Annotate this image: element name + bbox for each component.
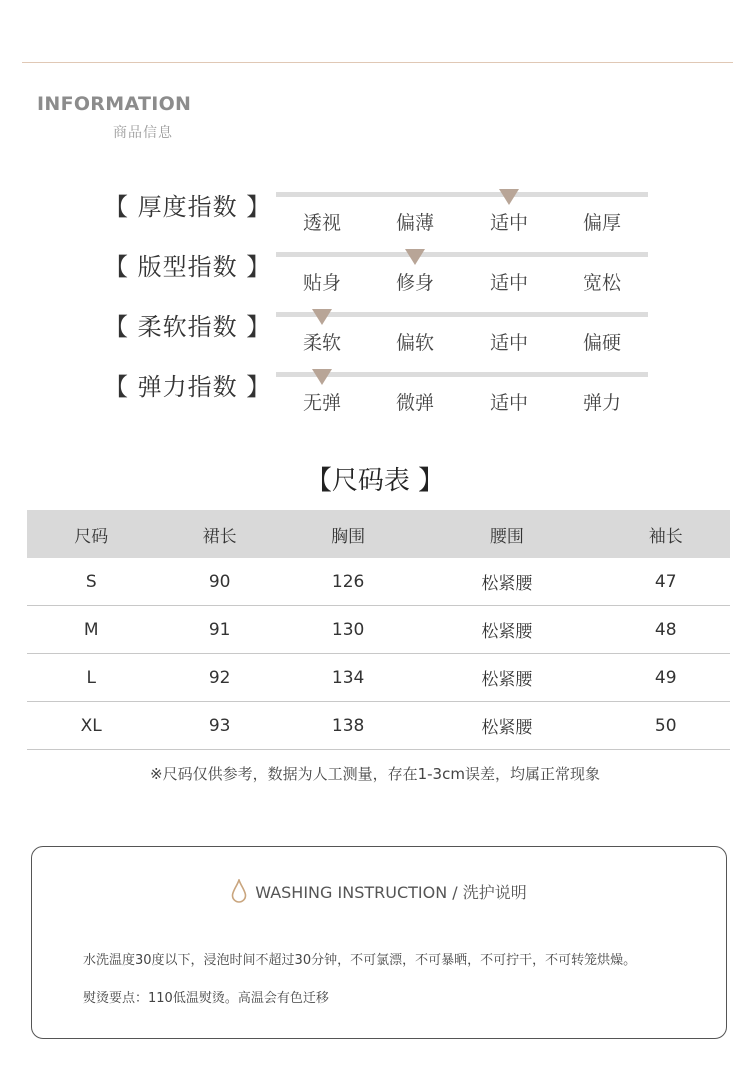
table-cell: 92: [155, 654, 283, 702]
table-header-cell: 腰围: [412, 510, 601, 558]
index-option: 透视: [302, 212, 341, 234]
washing-heading-text: WASHING INSTRUCTION / 洗护说明: [255, 883, 527, 902]
index-option: 宽松: [582, 272, 621, 294]
table-cell: 松紧腰: [412, 654, 601, 702]
index-title: 【 版型指数 】: [104, 253, 272, 281]
index-row: [0, 372, 750, 432]
index-title: 【 柔软指数 】: [104, 313, 272, 341]
index-option: 适中: [489, 392, 528, 414]
index-track: [276, 252, 648, 257]
index-option: 柔软: [302, 332, 341, 354]
index-title: 【 弹力指数 】: [104, 373, 272, 401]
table-cell: M: [27, 606, 155, 654]
index-option: 弹力: [582, 392, 621, 414]
washing-heading: [32, 879, 726, 907]
table-cell: 49: [601, 654, 730, 702]
table-header-cell: 裙长: [155, 510, 283, 558]
table-cell: L: [27, 654, 155, 702]
washing-instruction-1: 水洗温度30度以下，浸泡时间不超过30分钟，不可氯漂，不可暴晒，不可拧干，不可转笼烘燥。: [83, 953, 637, 968]
table-header-cell: 袖长: [601, 510, 730, 558]
index-track: [276, 192, 648, 197]
index-row: [0, 192, 750, 252]
index-option: 偏软: [395, 332, 434, 354]
table-row: [27, 702, 730, 750]
table-cell: 138: [284, 702, 412, 750]
table-cell: 93: [155, 702, 283, 750]
water-drop-icon: [231, 879, 247, 907]
index-option: 适中: [489, 272, 528, 294]
table-cell: 130: [284, 606, 412, 654]
table-row: [27, 606, 730, 654]
table-header-cell: 胸围: [284, 510, 412, 558]
section-title-cn: 商品信息: [113, 125, 173, 141]
table-header-cell: 尺码: [27, 510, 155, 558]
size-table: [27, 510, 730, 750]
size-note: ※尺码仅供参考，数据为人工测量，存在1-3cm误差，均属正常现象: [150, 765, 600, 783]
size-chart-title: 【尺码表 】: [305, 466, 445, 496]
table-row: [27, 654, 730, 702]
index-title: 【 厚度指数 】: [104, 193, 272, 221]
index-track: [276, 372, 648, 377]
index-marker-icon: [499, 189, 519, 205]
index-row: [0, 312, 750, 372]
washing-panel: [31, 846, 727, 1039]
index-option: 修身: [395, 272, 434, 294]
table-row: [27, 558, 730, 606]
index-option: 适中: [489, 332, 528, 354]
index-marker-icon: [312, 309, 332, 325]
table-cell: 91: [155, 606, 283, 654]
index-option: 无弹: [302, 392, 341, 414]
top-divider: [22, 62, 733, 63]
index-marker-icon: [405, 249, 425, 265]
table-cell: 47: [601, 558, 730, 606]
table-cell: 松紧腰: [412, 606, 601, 654]
index-option: 贴身: [302, 272, 341, 294]
table-cell: S: [27, 558, 155, 606]
index-option: 偏厚: [582, 212, 621, 234]
index-option: 偏薄: [395, 212, 434, 234]
index-row: [0, 252, 750, 312]
index-option: 适中: [489, 212, 528, 234]
table-cell: XL: [27, 702, 155, 750]
table-cell: 50: [601, 702, 730, 750]
table-cell: 90: [155, 558, 283, 606]
index-option: 微弹: [395, 392, 434, 414]
table-cell: 126: [284, 558, 412, 606]
table-cell: 松紧腰: [412, 702, 601, 750]
index-track: [276, 312, 648, 317]
table-header-row: [27, 510, 730, 558]
washing-instruction-2: 熨烫要点：110低温熨烫。高温会有色迁移: [83, 991, 329, 1006]
table-cell: 松紧腰: [412, 558, 601, 606]
section-title-en: INFORMATION: [37, 93, 192, 115]
table-cell: 134: [284, 654, 412, 702]
table-cell: 48: [601, 606, 730, 654]
index-marker-icon: [312, 369, 332, 385]
index-option: 偏硬: [582, 332, 621, 354]
